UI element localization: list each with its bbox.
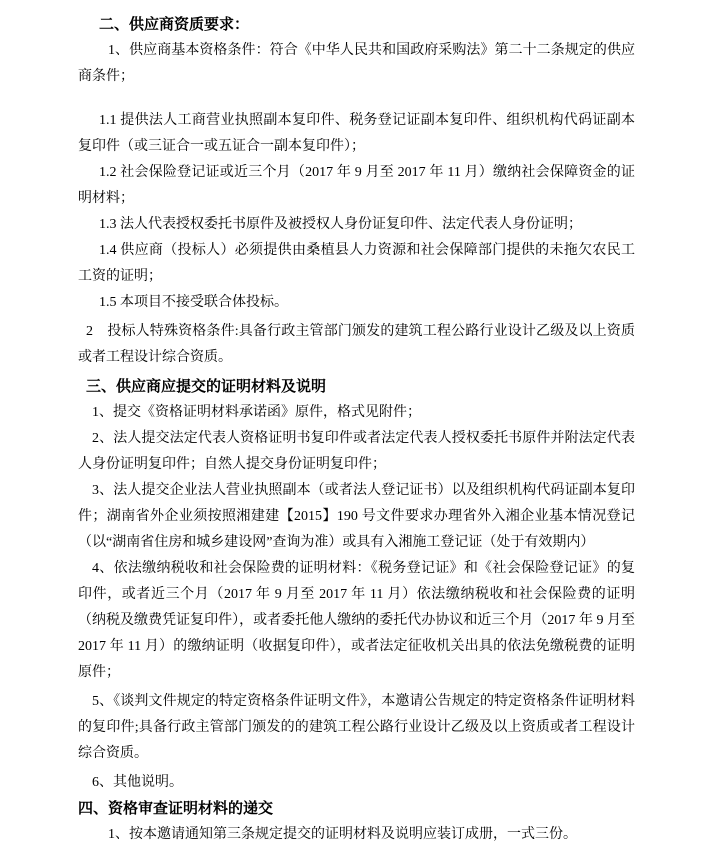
para-tax-and-social-insurance-payment-proof: 4、依法缴纳税收和社会保险费的证明材料：《税务登记证》和《社会保险登记证》的复印件，或者近三个月（2017 年 9 月至 2017 年 11 月）依法缴纳税收和社会保险费的证明（纳税及缴费凭证复印件），或者委托他人缴纳的委托代办协议和近三个月（2017 年 9 月至 2017 年 11 月）的缴纳证明（收据复印件），或者法定征收机关出具的依法免缴税费的证明原件；	[78, 561, 635, 680]
para-no-migrant-wage-arrears-proof: 1.4 供应商（投标人）必须提供由桑植县人力资源和社会保障部门提供的未拖欠农民工工资的证明；	[78, 243, 635, 284]
para-enterprise-license-and-hunan-registration: 3、法人提交企业法人营业执照副本（或者法人登记证书）以及组织机构代码证副本复印件；湖南省外企业须按照湘建建【2015】190 号文件要求办理省外入湘企业基本情况登记（以“湖南省住房和城乡建设网”查询为准）或具有入湘施工登记证（处于有效期内）	[78, 483, 635, 550]
section-heading-supplier-qualification-requirements: 二、供应商资质要求：	[99, 16, 250, 33]
para-no-consortium-bidding: 1.5 本项目不接受联合体投标。	[99, 295, 288, 310]
para-other-notes: 6、其他说明。	[92, 775, 183, 790]
para-basic-qualification-conditions: 1、供应商基本资格条件：符合《中华人民共和国政府采购法》第二十二条规定的供应商条件；	[78, 43, 635, 84]
para-legal-rep-authorization: 1.3 法人代表授权委托书原件及被授权人身份证复印件、法定代表人身份证明；	[99, 217, 582, 232]
para-social-insurance-registration: 1.2 社会保险登记证或近三个月（2017 年 9 月至 2017 年 11 月）缴纳社会保障资金的证明材料；	[78, 165, 635, 206]
section-heading-materials-submission: 四、资格审查证明材料的递交	[78, 800, 274, 817]
para-business-license-copies: 1.1 提供法人工商营业执照副本复印件、税务登记证副本复印件、组织机构代码证副本复印件（或三证合一或五证合一副本复印件）；	[78, 113, 635, 154]
section-heading-supporting-materials: 三、供应商应提交的证明材料及说明	[86, 378, 327, 395]
para-binding-into-volumes: 1、按本邀请通知第三条规定提交的证明材料及说明应装订成册，一式三份。	[108, 827, 577, 842]
para-commitment-letter-original: 1、提交《资格证明材料承诺函》原件，格式见附件；	[92, 405, 421, 420]
para-specific-qualification-certificate-files: 5、《谈判文件规定的特定资格条件证明文件》，本邀请公告规定的特定资格条件证明材料的复印件;具备行政主管部门颁发的的建筑工程公路行业设计乙级及以上资质或者工程设计综合资质。	[78, 694, 635, 761]
para-bidder-special-qualification: 2 投标人特殊资格条件:具备行政主管部门颁发的建筑工程公路行业设计乙级及以上资质或者工程设计综合资质。	[78, 324, 635, 365]
para-legal-rep-certificate-copies: 2、法人提交法定代表人资格证明书复印件或者法定代表人授权委托书原件并附法定代表人身份证明复印件；自然人提交身份证明复印件；	[78, 431, 635, 472]
